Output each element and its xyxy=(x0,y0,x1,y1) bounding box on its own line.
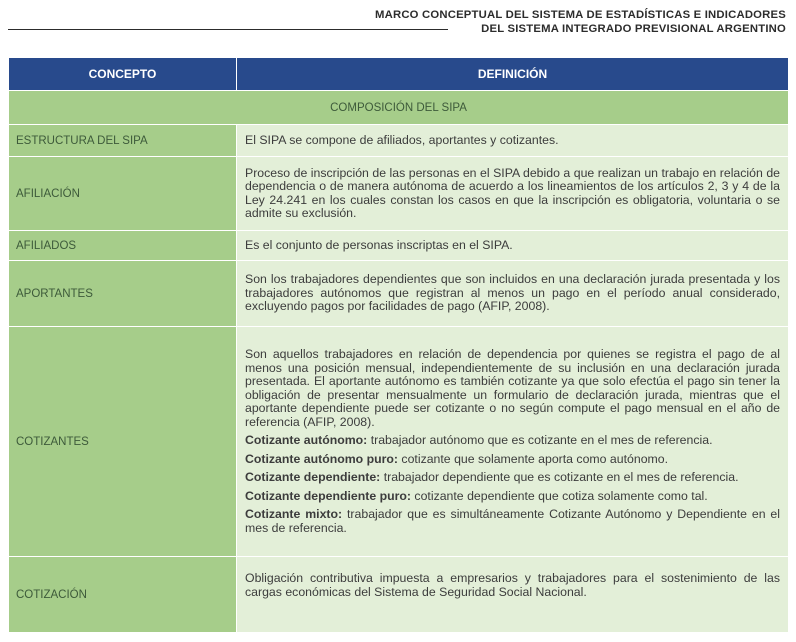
table-row xyxy=(9,125,789,157)
concept-cell: COTIZANTES xyxy=(9,327,237,557)
header-line-2: DEL SISTEMA INTEGRADO PREVISIONAL ARGENTINO xyxy=(481,23,786,35)
table-header-row xyxy=(9,58,789,91)
table-row xyxy=(9,261,789,327)
subitem-term: Cotizante dependiente puro: xyxy=(245,488,412,503)
definition-subitem xyxy=(245,508,780,535)
definition-cell: El SIPA se compone de afiliados, aportantes y cotizantes. xyxy=(237,125,789,157)
subitem-term: Cotizante mixto: xyxy=(245,507,343,521)
section-row xyxy=(9,91,789,125)
table-row xyxy=(9,231,789,261)
column-header-concept: CONCEPTO xyxy=(9,58,237,91)
definition-subitem xyxy=(245,471,780,485)
subitem-term: Cotizante autónomo puro: xyxy=(245,451,399,466)
subitem-text: trabajador que es simultáneamente Cotizante Autónomo y Dependiente en el mes de referencia. xyxy=(245,507,780,535)
header-line-1: MARCO CONCEPTUAL DEL SISTEMA DE ESTADÍSTICAS E INDICADORES xyxy=(375,9,786,21)
subitem-term: Cotizante dependiente: xyxy=(245,470,381,484)
subitem-term: Cotizante autónomo: xyxy=(245,433,368,447)
definition-cell: Obligación contributiva impuesta a empresarios y trabajadores para el sostenimiento de las cargas económicas del Sistema de Seguridad Social Nacional. xyxy=(237,557,789,633)
definition-subitem xyxy=(245,434,780,448)
table-row xyxy=(9,327,789,557)
definitions-table xyxy=(8,57,789,633)
cotizantes-paragraph: Son aquellos trabajadores en relación de dependencia por quienes se registra el pago de al menos una posición mensual, independientemente de su inclusión en una declaración jurada presentada. El aportante autónomo es también cotizante ya que solo efectúa el pago sin tener la obligación de presentar mensualmente un formulario de declaración jurada, mientras que el aportante dependiente puede ser cotizante o no según compute el pago mensual en el año de referencia (AFIP, 2008). xyxy=(245,347,780,429)
running-header xyxy=(375,8,786,36)
column-header-definition: DEFINICIÓN xyxy=(237,58,789,91)
definition-cell: Proceso de inscripción de las personas en el SIPA debido a que realizan un trabajo en relación de dependencia o de manera autónoma de acuerdo a los lineamientos de los artículos 2, 3 y 4 de la Ley 24.241 en los cuales constan los casos en que la inscripción es obligatoria, voluntaria o se admite su exclusión. xyxy=(237,157,789,231)
concept-cell: APORTANTES xyxy=(9,261,237,327)
table-row xyxy=(9,557,789,633)
subitem-text: trabajador dependiente que es cotizante en el mes de referencia. xyxy=(380,470,739,484)
concept-cell: COTIZACIÓN xyxy=(9,557,237,633)
section-title: COMPOSICIÓN DEL SIPA xyxy=(9,91,789,125)
definition-cell xyxy=(237,327,789,557)
definition-subitem xyxy=(245,453,780,467)
concept-cell: ESTRUCTURA DEL SIPA xyxy=(9,125,237,157)
subitem-text: cotizante que solamente aporta como autónomo. xyxy=(398,451,669,466)
concept-cell: AFILIACIÓN xyxy=(9,157,237,231)
header-rule xyxy=(8,29,448,30)
concept-cell: AFILIADOS xyxy=(9,231,237,261)
table-row xyxy=(9,157,789,231)
definition-cell: Es el conjunto de personas inscriptas en el SIPA. xyxy=(237,231,789,261)
subitem-text: trabajador autónomo que es cotizante en el mes de referencia. xyxy=(367,433,713,447)
definition-cell: Son los trabajadores dependientes que son incluidos en una declaración jurada presentada y los trabajadores autónomos que registran al menos un pago en el período anual considerado, excluyendo pagos por facilidades de pago (AFIP, 2008). xyxy=(237,261,789,327)
subitem-text: cotizante dependiente que cotiza solamente como tal. xyxy=(411,488,708,503)
definition-subitem xyxy=(245,490,780,504)
